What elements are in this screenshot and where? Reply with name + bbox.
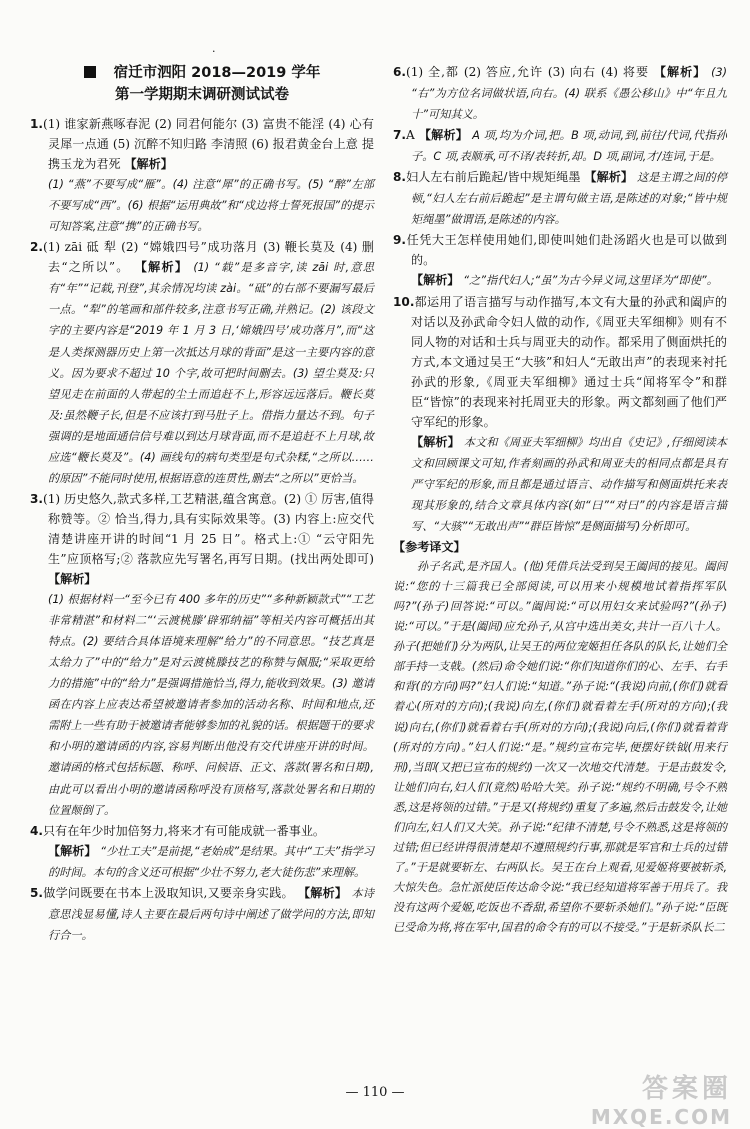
item-number: 10.	[393, 294, 415, 309]
title-line2: 第一学期期末调研测试试卷	[115, 87, 289, 103]
answer-item-7	[393, 125, 727, 167]
analysis-tag: 【解析】	[584, 170, 634, 185]
analysis-text: 本文和《周亚夫军细柳》均出自《史记》,仔细阅读本文和回顾课文可知,作者刻画的孙武和周亚夫的相同点都是具有严守军纪的形象,而且都是通过语言、动作描写和侧面烘托来表现其形象的,结合文章具体内容(如“曰”“对曰”的内容是语言描写、“大骇”“无敢出声”“群臣皆惊”是侧面描写)分析即可。	[411, 435, 727, 534]
item-number: 2.	[30, 240, 44, 255]
answer-text: (1) zāi 砥 犁 (2) “嫦娥四号”成功落月 (3) 鞭长莫及 (4) 删去“之所以”。	[43, 240, 374, 275]
answer-text: 做学问既要在书本上汲取知识,又要亲身实践。	[43, 885, 294, 900]
item-number: 7.	[393, 128, 407, 143]
answer-text: A	[406, 128, 415, 143]
reference-translation-text: 孙子名武,是齐国人。(他)凭借兵法受到吴王阖闾的接见。阖闾说:“您的十三篇我已全部阅读,可以用来小规模地试着指挥军队吗?”(孙子)回答说:“可以。”阖闾说:“可以用妇女来试验吗?”(孙子)说:“可以。”于是(阖闾)应允孙子,从宫中选出美女,共计一百八十人。孙子(把她们)分为两队,让吴王的两位宠姬担任各队的队长,让她们全部手持一支戟。(然后)命令她们说:“你们知道你们的心、左手、右手和背(的方向)吗?”妇人们说:“知道。”孙子说:“(我说)向前,(你们)就看着心(所对的方向);(我说)向左,(你们)就看着左手(所对的方向);(我说)向右,(你们)就看着右手(所对的方向);(我说)向后,(你们)就看着背(所对的方向)。”妇人们说:“是。”规约宣布完毕,便摆好铁钺(用来行刑),当即(又把已宣布的规约)一次又一次地交代清楚。于是击鼓发令,让她们向右,妇人们(竟然)哈哈大笑。孙子说:“规约不明确,号令不熟悉,这是将领的过错。”于是又(将规约)重复了多遍,然后击鼓发令,让她们向左,妇人们又大笑。孙子说:“纪律不清楚,号令不熟悉,这是将领的过错;但已经讲得很清楚却不遵照规约行事,那就是军官和士兵的过错了。”于是就要斩左、右两队长。吴王在台上观看,见爱姬将要被斩杀,大惊失色。急忙派使臣传达命令说:“我已经知道将军善于用兵了。我没有这两个爱姬,吃饭也不香甜,希望你不要斩杀她们。”孙子说:“臣既已受命为将,将在军中,国君的命令有的可以不接受。”于是斩杀队长二	[393, 560, 728, 934]
answer-item-5	[30, 883, 374, 946]
reference-translation-title: 【参考译文】	[393, 540, 466, 555]
answer-item-10	[393, 292, 727, 538]
analysis-tag: 【解析】	[411, 273, 460, 288]
answer-item-2	[30, 237, 374, 489]
exam-title	[30, 62, 374, 106]
analysis-text: (3) “右”为方位名词做状语,向右。(4) 联系《愚公移山》中“年且九十”可知其义。	[411, 66, 727, 122]
watermark-line2: MXQE.COM	[590, 1105, 732, 1129]
answer-item-3	[30, 489, 374, 821]
analysis-tag: 【解析】	[134, 260, 189, 275]
answer-text: (1) 历史悠久,款式多样,工艺精湛,蕴含寓意。(2) ① 厉害,值得称赞等。② 恰当,得力,具有实际效果等。(3) 内容上:应交代清楚讲座开讲的时间“1 月 25 日”。格式上:① “云守阳先生”应顶格写;② 落款应先写署名,再写日期。(找出两处即可)	[43, 491, 374, 566]
item-number: 3.	[30, 491, 44, 506]
answer-text: 都运用了语言描写与动作描写,本文有大量的孙武和阖庐的对话以及孙武命令妇人做的动作,《周亚夫军细柳》则有不同人物的对话和士兵与周亚夫的动作。都采用了侧面烘托的方式,本文通过吴王“大骇”和妇人“无敢出声”的表现来衬托孙武的形象,《周亚夫军细柳》通过士兵“闻将军令”和群臣“皆惊”的表现来衬托周亚夫的形象。两文都刻画了他们严守军纪的形象。	[411, 294, 727, 429]
analysis-tag: 【解析】	[48, 843, 97, 858]
item-number: 9.	[393, 233, 407, 248]
analysis-text: (1) 根据材料一“至今已有 400 多年的历史”“多种新颖款式”“工艺非常精湛”和材料二“‘云渡桃滕’辟邪纳福”等相关内容可概括出其特点。(2) 要结合具体语境来理解“给力”的不同意思。“技艺真是太给力了”中的“给力”是对云渡桃滕技艺的称赞与佩服;“采取更给力的措施”中的“给力”是强调措施恰当,得力,能收到效果。(3) 邀请函在内容上应表达希望被邀请者参加的活动名称、时间和地点,还需附上一些有助于被邀请者能够参加的礼貌的话。根据题干的要求和小明的邀请函的内容,容易判断出他没有交代讲座开讲的时间。邀请函的格式包括标题、称呼、问候语、正文、落款(署名和日期),由此可以看出小明的邀请函称呼没有顶格写,落款处署名和日期的位置颠倒了。	[48, 593, 374, 817]
item-number: 4.	[30, 823, 44, 838]
right-column	[393, 62, 727, 938]
answer-item-8	[393, 167, 727, 230]
watermark-logo	[591, 1068, 732, 1129]
analysis-text: A 项,均为介词,把。B 项,动词,到,前往/代词,代指孙子。C 项,表顺承,可不译/表转折,却。D 项,副词,才/连词,于是。	[411, 129, 727, 164]
answer-item-9	[393, 230, 727, 291]
title-square-icon	[84, 66, 96, 78]
answer-text: (1) 全,都 (2) 答应,允许 (3) 向右 (4) 将要	[406, 65, 650, 79]
answer-item-6	[393, 62, 727, 125]
analysis-tag: 【解析】	[48, 572, 97, 587]
analysis-tag: 【解析】	[124, 157, 173, 172]
watermark-line1: 答案圈	[641, 1074, 732, 1104]
analysis-text: (1) “载”是多音字,读 zāi 时,意思有“年”“记载,刊登”,其余情况均读 zài。“砥”的右部不要漏写最后一点。“犁”的笔画和部件较多,注意书写正确,并熟记。(2) 该段文字的主要内容是“2019 年 1 月 3 日,‘嫦娥四号’成功落月”,而“这是人类探测器历史上第一次抵达月球的背面”是这一主要内容的意义。因为要求不超过 10 个字,故可把时间删去。(3) 望尘莫及:只望见走在前面的人带起的尘土而追赶不上,形容远远落后。鞭长莫及:虽然鞭子长,但是不应该打到马肚子上。借指力量达不到。句子强调的是地面通信信号难以到达月球背面,而不是追赶不上月球,故应选“鞭长莫及”。(4) 画线句的病句类型是句式杂糅,“之所以……的原因”不能同时使用,根据语意的连贯性,删去“之所以”更恰当。	[48, 261, 374, 485]
analysis-tag: 【解析】	[653, 65, 707, 79]
answer-text: (1) 谁家新燕啄春泥 (2) 同君何能尔 (3) 富贵不能淫 (4) 心有灵犀一点通 (5) 沉醉不知归路 李清照 (6) 报君黄金台上意 提携玉龙为君死	[43, 117, 374, 172]
analysis-text: (1) “燕”不要写成“雁”。(4) 注意“犀”的正确书写。(5) “醉”左部不要写成“西”。(6) 根据“运用典故”和“戍边将士誓死报国”的提示可知答案,注意“携”的正确书写。	[48, 178, 374, 234]
analysis-tag: 【解析】	[418, 128, 469, 143]
analysis-tag: 【解析】	[297, 885, 348, 900]
answer-item-4	[30, 821, 374, 883]
item-number: 5.	[30, 885, 44, 900]
analysis-text: 这是主谓之间的停顿,“妇人左右前后跪起”是主谓句做主语,是陈述的对象;“皆中规矩绳墨”做谓语,是陈述的内容。	[411, 171, 727, 227]
analysis-text: 本诗意思浅显易懂,诗人主要在最后两句诗中阐述了做学问的方法,即知行合一。	[48, 886, 374, 942]
analysis-tag: 【解析】	[411, 434, 460, 449]
item-number: 8.	[393, 170, 407, 185]
title-line1: 宿迁市泗阳 2018—2019 学年	[113, 65, 321, 81]
page-number: — 110 —	[345, 1085, 405, 1100]
answer-text: 只有在年少时加倍努力,将来才有可能成就一番事业。	[43, 823, 326, 838]
answer-text: 妇人左右前后跪起/皆中规矩绳墨	[406, 170, 581, 185]
header-dot: .	[212, 42, 216, 55]
left-column	[30, 62, 374, 946]
item-number: 1.	[30, 117, 44, 131]
item-number: 6.	[393, 65, 407, 79]
analysis-text: “之”指代妇人;“虽”为古今异义词,这里译为“即使”。	[463, 274, 718, 288]
analysis-text: “少壮工夫”是前提,“老始成”是结果。其中“工夫”指学习的时间。本句的含义还可根据“少壮不努力,老大徒伤悲”来理解。	[48, 844, 374, 879]
answer-text: 任凭大王怎样使用她们,即使叫她们赴汤蹈火也是可以做到的。	[406, 233, 727, 268]
answer-item-1	[30, 114, 374, 237]
